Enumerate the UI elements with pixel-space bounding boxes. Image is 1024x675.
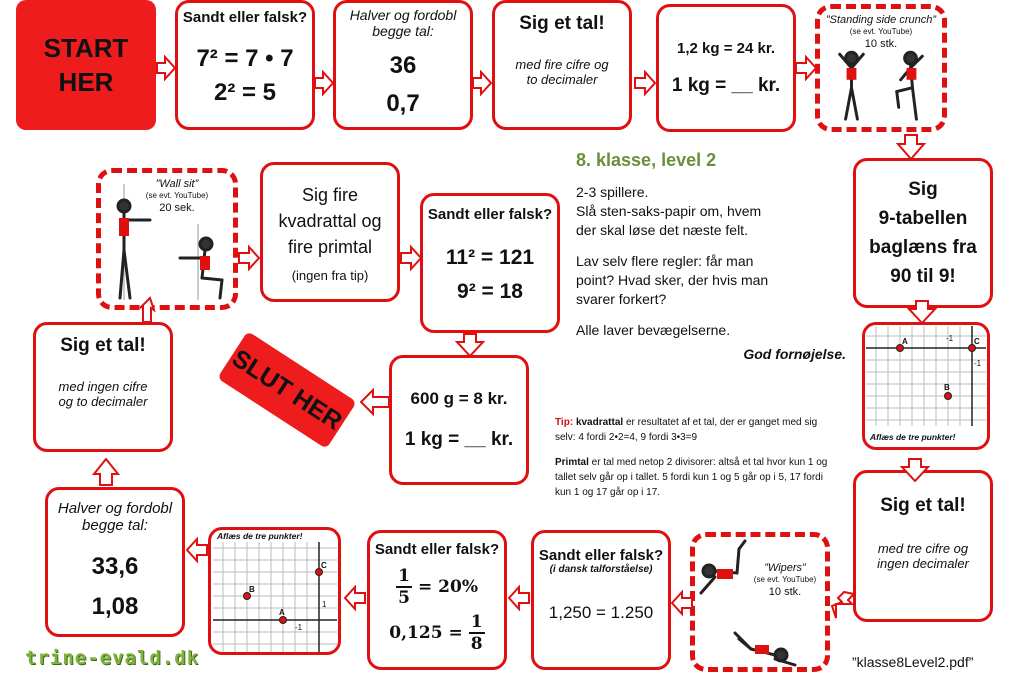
unit-price-box-1 <box>656 4 796 132</box>
grid1-label-c: C <box>974 337 980 346</box>
box11-title: Sandt eller falsk? <box>374 541 500 558</box>
box13-title2: begge tal: <box>82 517 148 534</box>
box4-line1: 1,2 kg = 24 kr. <box>677 39 775 57</box>
f1-rhs: = 20% <box>418 577 478 597</box>
box15-src: (se evt. YouTube) <box>145 191 209 200</box>
rule-4: Lav selv flere regler: får man <box>576 253 754 269</box>
fraction-row-1 <box>396 566 478 608</box>
grid2-label-c: C <box>320 561 327 570</box>
true-false-box-2 <box>420 193 560 333</box>
say-number-box-2 <box>853 470 993 622</box>
instructions-panel <box>576 150 846 362</box>
arrow-left-icon <box>344 585 366 611</box>
box3-title: Sig et tal! <box>519 13 605 34</box>
fraction-one-fifth <box>396 566 412 608</box>
box15-name: ”Wall sit” <box>155 178 199 190</box>
box5-src: (se evt. YouTube) <box>849 27 913 36</box>
wall-sit-label <box>128 178 226 214</box>
tip-squares-text: er resultatet af et tal, der er ganget med sig selv: 4 fordi 2•2=4, 9 fordi 3•3=9 <box>555 417 818 443</box>
box16-l1: Sig fire <box>301 184 359 205</box>
standing-side-crunch-label <box>820 14 942 50</box>
start-box <box>16 0 156 130</box>
exercise-box-wipers <box>690 532 830 672</box>
grid2-tick-y: 1 <box>321 600 326 609</box>
tip-squares: Tip: kvadrattal er resultatet af et tal, der er ganget med sig selv: 4 fordi 2•2=4, 9 fordi 3•3=9 <box>555 417 818 443</box>
box9-name: ”Wipers” <box>764 562 806 574</box>
grid1-tick-x: -1 <box>946 334 954 343</box>
start-line2: HER <box>58 67 114 97</box>
box16-l3: fire primtal <box>287 236 372 257</box>
arrow-right-icon <box>314 70 334 96</box>
true-false-box-1 <box>175 0 315 130</box>
finish-label: SLUT HER <box>227 343 348 436</box>
grid2-caption: Aflæs de tre punkter! <box>216 531 302 541</box>
arrow-right-icon <box>795 55 817 81</box>
rules-block-1 <box>576 183 846 240</box>
unit-price-box-2 <box>389 355 529 485</box>
grid1-caption: Aflæs de tre punkter! <box>870 432 956 442</box>
box18-line1: 600 g = 8 kr. <box>410 389 508 408</box>
arrow-right-icon <box>472 70 492 96</box>
tip-primes <box>555 455 840 500</box>
box5-name: ”Standing side crunch” <box>825 14 937 26</box>
level-title: 8. klasse, level 2 <box>576 150 717 170</box>
arrow-right-icon <box>156 55 176 81</box>
rule-7: Alle laver bevægelserne. <box>576 322 731 338</box>
f2-num: 1 <box>470 612 483 632</box>
box6-l2: 9-tabellen <box>878 208 968 229</box>
arrow-up-right-icon <box>140 296 168 324</box>
box10-line: 1,250 = 1.250 <box>548 603 654 622</box>
coordinate-grid-2 <box>213 530 337 652</box>
box13-val1: 33,6 <box>91 553 139 580</box>
box1-title: Sandt eller falsk? <box>182 9 308 26</box>
rule-5: point? Hvad sker, der hvis man <box>576 272 769 288</box>
f2-lhs: 0,125 = <box>389 623 463 643</box>
fraction-row-2 <box>389 612 484 654</box>
fun-note: God fornøjelse. <box>743 346 846 362</box>
box10-sub: (i dansk talforståelse) <box>549 564 653 575</box>
grid1-label-a: A <box>902 337 908 346</box>
box14-sub1: med ingen cifre <box>58 379 148 394</box>
tip-primes-text: er tal med netop 2 divisorer: altså et tal hvor kun 1 og tallet selv går op i tallet. 5 fordi kun 1 og 5 går op i 5, 17 fordi kun 1 og 17 går op i 17. <box>555 457 828 498</box>
arrow-up-icon <box>92 458 120 486</box>
box3-sub1: med fire cifre og <box>515 57 609 72</box>
arrow-right-icon <box>400 245 422 271</box>
rules-block-2 <box>576 252 846 309</box>
box6-l1: Sig <box>908 179 938 200</box>
say-number-box-3 <box>33 322 173 452</box>
arrow-right-icon <box>634 70 656 96</box>
arrow-right-icon <box>238 245 260 271</box>
nine-table-box <box>853 158 993 308</box>
grid1-label-b: B <box>944 383 950 392</box>
coordinate-grid-box-1 <box>862 322 990 450</box>
brand-logo: trine-evald.dk <box>25 647 200 669</box>
box6-l4: 90 til 9! <box>890 266 956 287</box>
arrow-down-icon <box>455 333 485 357</box>
start-line1: START <box>43 33 129 63</box>
grid2-label-b: B <box>248 585 255 594</box>
box2-title2: begge tal: <box>372 23 434 39</box>
grid1-tick-y: -1 <box>974 359 982 368</box>
box3-sub2: to decimaler <box>526 72 598 87</box>
box17-line1: 11² = 121 <box>445 246 535 269</box>
halve-double-box-2 <box>45 487 185 637</box>
arrow-left-icon <box>671 590 693 616</box>
box1-line2: 2² = 5 <box>213 79 277 106</box>
f1-num: 1 <box>398 566 410 586</box>
grid2-tick-x: -1 <box>294 623 302 632</box>
halve-double-box-1 <box>333 0 473 130</box>
say-number-box-1 <box>492 0 632 130</box>
coordinate-grid-1 <box>866 326 986 446</box>
tip-primes-term: Primtal <box>555 457 589 468</box>
true-false-box-4 <box>367 530 507 670</box>
box17-line2: 9² = 18 <box>457 280 523 303</box>
box13-title1: Halver og fordobl <box>57 500 173 517</box>
fraction-one-eighth <box>469 612 485 654</box>
box13-val2: 1,08 <box>91 593 139 620</box>
tip-label: Tip <box>555 417 570 428</box>
tip-squares-term: kvadrattal <box>575 417 624 428</box>
arrow-down-left-icon <box>828 590 858 620</box>
box6-l3: baglæns fra <box>869 237 977 258</box>
box2-val1: 36 <box>389 52 417 79</box>
box5-count: 10 stk. <box>864 38 898 50</box>
box2-title1: Halver og fordobl <box>349 7 457 23</box>
box8-sub1: med tre cifre og <box>877 541 969 556</box>
box8-title: Sig et tal! <box>880 495 966 516</box>
box15-count: 20 sek. <box>159 202 195 214</box>
file-name: ”klasse8Level2.pdf” <box>852 654 974 670</box>
tip-box <box>555 415 840 500</box>
arrow-left-icon <box>186 537 208 563</box>
grid2-label-a: A <box>278 608 285 617</box>
box14-title: Sig et tal! <box>60 335 146 356</box>
rule-2: Slå sten-saks-papir om, hvem <box>576 203 762 219</box>
arrow-left-icon <box>360 388 390 416</box>
box10-title: Sandt eller falsk? <box>538 547 664 564</box>
box14-sub2: og to decimaler <box>58 394 148 409</box>
rule-3: der skal løse det næste felt. <box>576 222 748 238</box>
wipers-label <box>740 562 830 598</box>
rule-1: 2-3 spillere. <box>576 184 649 200</box>
finish-banner <box>217 331 357 449</box>
arrow-down-icon <box>900 458 930 482</box>
coordinate-grid-box-2 <box>208 527 341 655</box>
box8-sub2: ingen decimaler <box>877 556 969 571</box>
box2-val2: 0,7 <box>386 90 420 117</box>
arrow-left-icon <box>508 585 530 611</box>
box16-l2: kvadrattal og <box>278 210 382 231</box>
box9-src: (se evt. YouTube) <box>753 575 817 584</box>
true-false-box-3 <box>531 530 671 670</box>
squares-primes-box <box>260 162 400 302</box>
f1-den: 5 <box>398 588 410 608</box>
box9-count: 10 stk. <box>768 586 802 598</box>
arrow-down-icon <box>907 300 937 324</box>
box1-line1: 7² = 7 • 7 <box>196 45 294 72</box>
rule-6: svarer forkert? <box>576 291 667 307</box>
wipers-figure <box>695 537 825 667</box>
box17-title: Sandt eller falsk? <box>427 206 553 223</box>
box18-line2: 1 kg = __ kr. <box>404 429 514 450</box>
box4-line2: 1 kg = __ kr. <box>671 74 781 96</box>
f2-den: 8 <box>470 634 483 654</box>
arrow-down-icon <box>896 134 926 160</box>
box16-l4: (ingen fra tip) <box>291 267 369 283</box>
